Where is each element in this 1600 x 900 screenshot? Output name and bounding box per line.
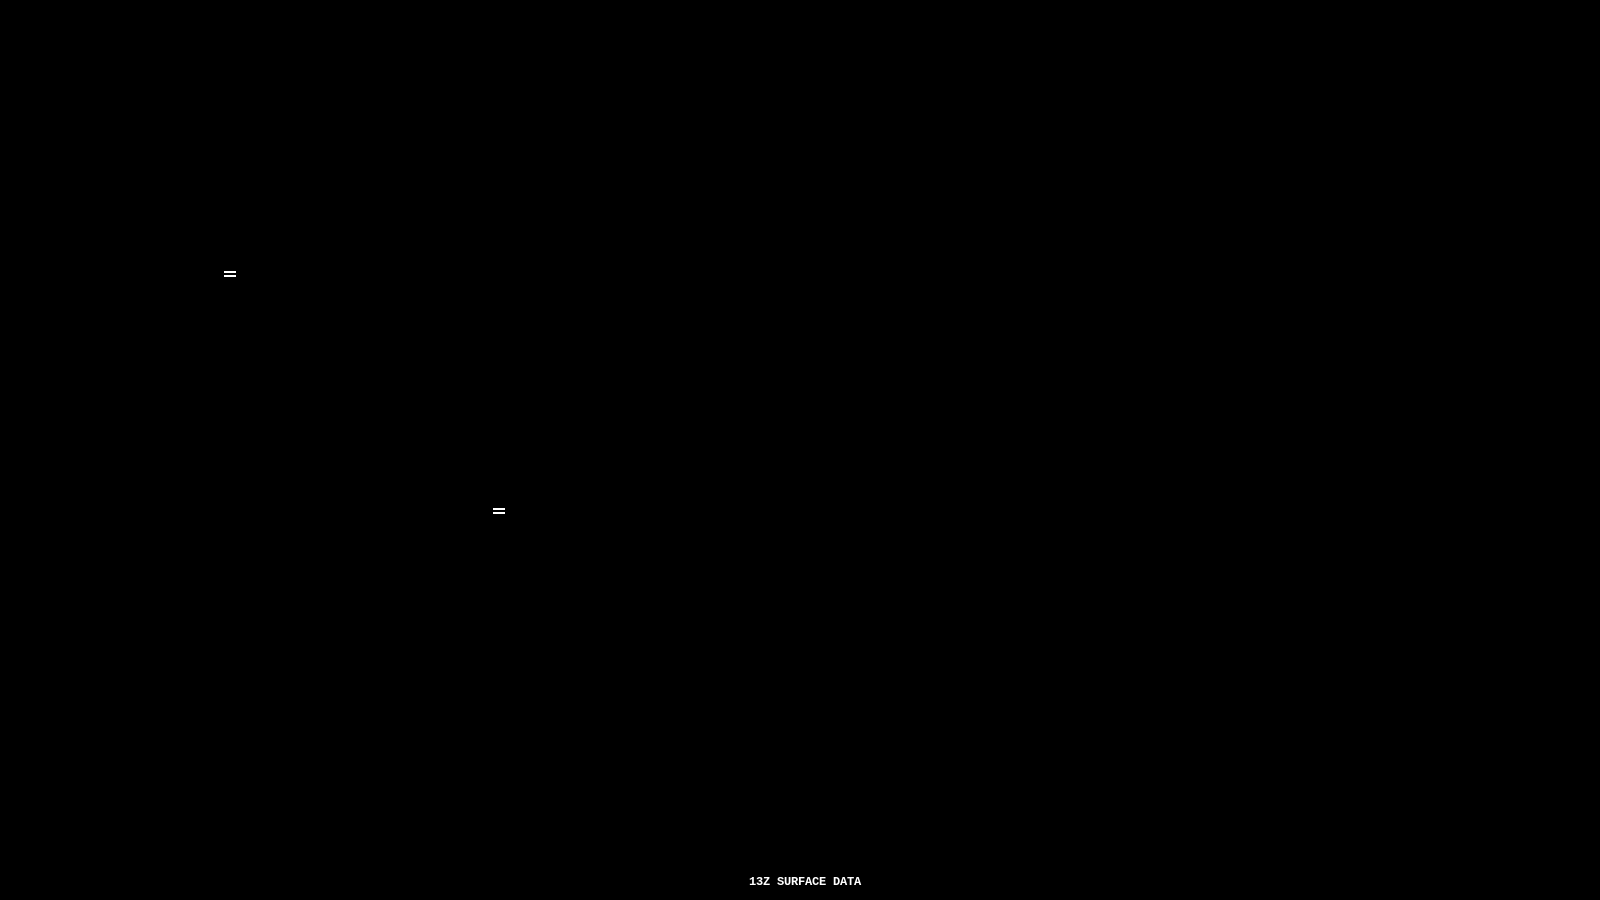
fog-symbol-bar: [493, 512, 505, 514]
fog-symbol: [224, 271, 236, 277]
fog-symbol-bar: [224, 271, 236, 273]
fog-symbol: [493, 508, 505, 514]
fog-symbol-bar: [493, 508, 505, 510]
fog-symbol-bar: [224, 275, 236, 277]
map-title: 13Z SURFACE DATA: [749, 875, 862, 889]
